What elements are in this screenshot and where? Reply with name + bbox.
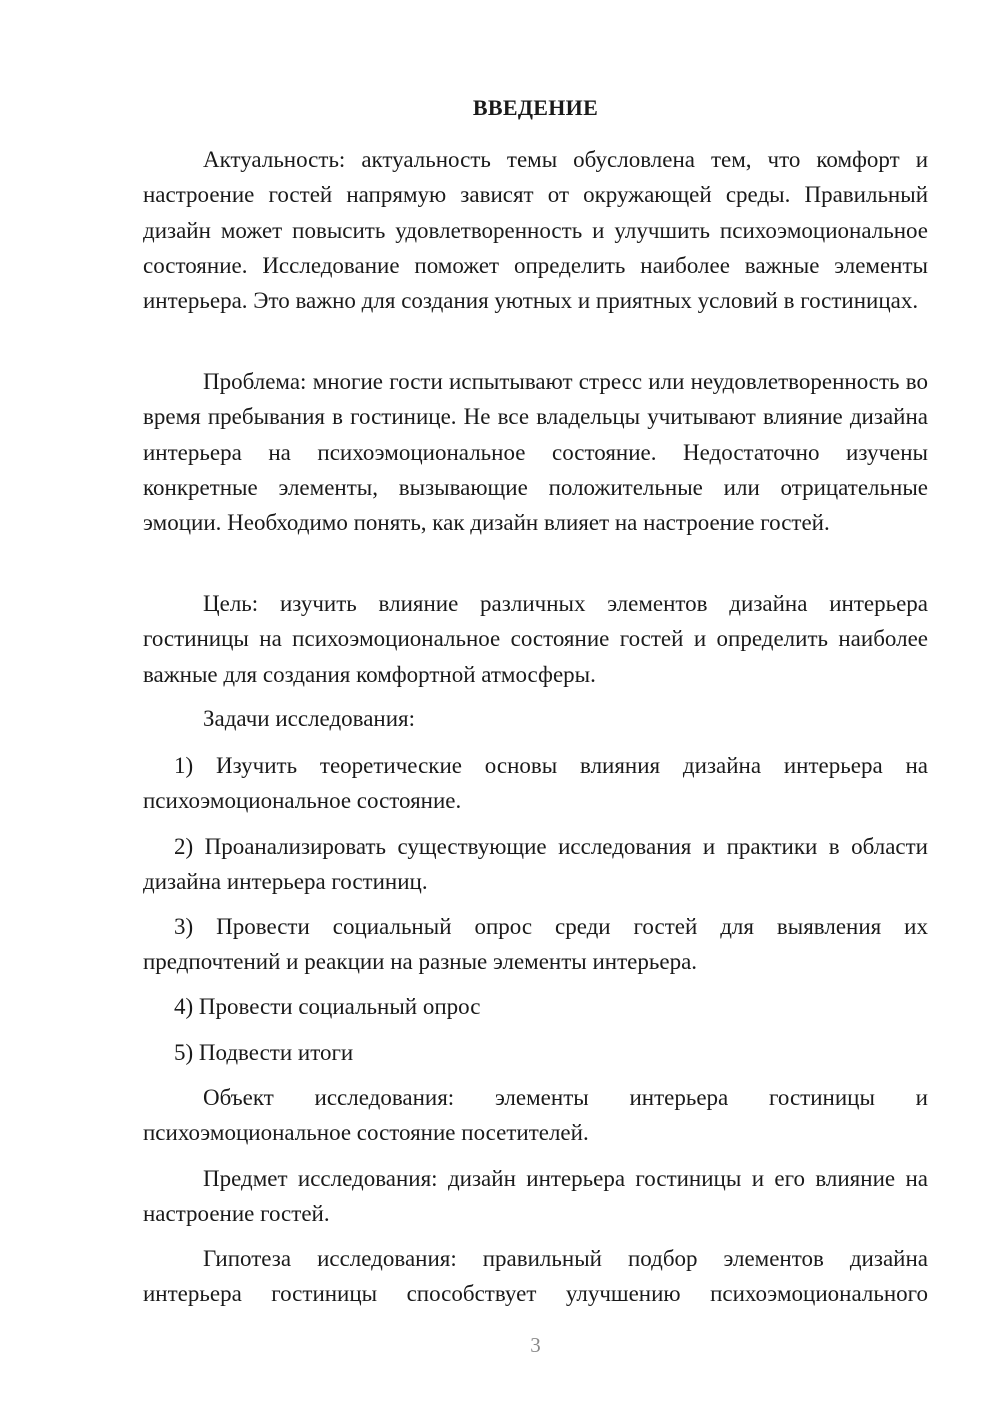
hypothesis-paragraph: Гипотеза исследования: правильный подбор элементов дизайна интерьера гостиницы способствует улучшению психоэмоционального — [143, 1246, 928, 1307]
relevance-paragraph: Актуальность: актуальность темы обусловлена тем, что комфорт и настроение гостей напрямую зависят от окружающей среды. Правильный дизайн может повысить удовлетворенность и улучшить психоэмоциональное состояние. Исследование поможет определить наиболее важные элементы интерьера. Это важно для создания уютных и приятных условий в гостиницах. — [143, 147, 928, 314]
object-paragraph: Объект исследования: элементы интерьера гостиницы и психоэмоциональное состояние посетителей. — [143, 1085, 928, 1146]
task-item-1: 1) Изучить теоретические основы влияния дизайна интерьера на психоэмоциональное состояние. — [143, 753, 928, 814]
task-item-2: 2) Проанализировать существующие исследования и практики в области дизайна интерьера гостиниц. — [143, 834, 928, 895]
page-number: 3 — [530, 1333, 541, 1357]
task-item-4: 4) Провести социальный опрос — [174, 994, 481, 1019]
task-item-5: 5) Подвести итоги — [174, 1040, 354, 1065]
section-heading: ВВЕДЕНИЕ — [472, 95, 599, 120]
problem-paragraph: Проблема: многие гости испытывают стресс или неудовлетворенность во время пребывания в гостинице. Не все владельцы учитывают влияние дизайна интерьера на психоэмоциональное состояние. Недостаточно изучены конкретные элементы, вызывающие положительные или отрицательные эмоции. Необходимо понять, как дизайн влияет на настроение гостей. — [143, 369, 928, 536]
task-item-3: 3) Провести социальный опрос среди гостей для выявления их предпочтений и реакции на разные элементы интерьера. — [143, 914, 928, 975]
document-page — [143, 0, 928, 1414]
tasks-title: Задачи исследования: — [203, 706, 416, 731]
goal-paragraph: Цель: изучить влияние различных элементов дизайна интерьера гостиницы на психоэмоциональное состояние гостей и определить наиболее важные для создания комфортной атмосферы. — [143, 591, 928, 687]
subject-paragraph: Предмет исследования: дизайн интерьера гостиницы и его влияние на настроение гостей. — [143, 1166, 928, 1227]
